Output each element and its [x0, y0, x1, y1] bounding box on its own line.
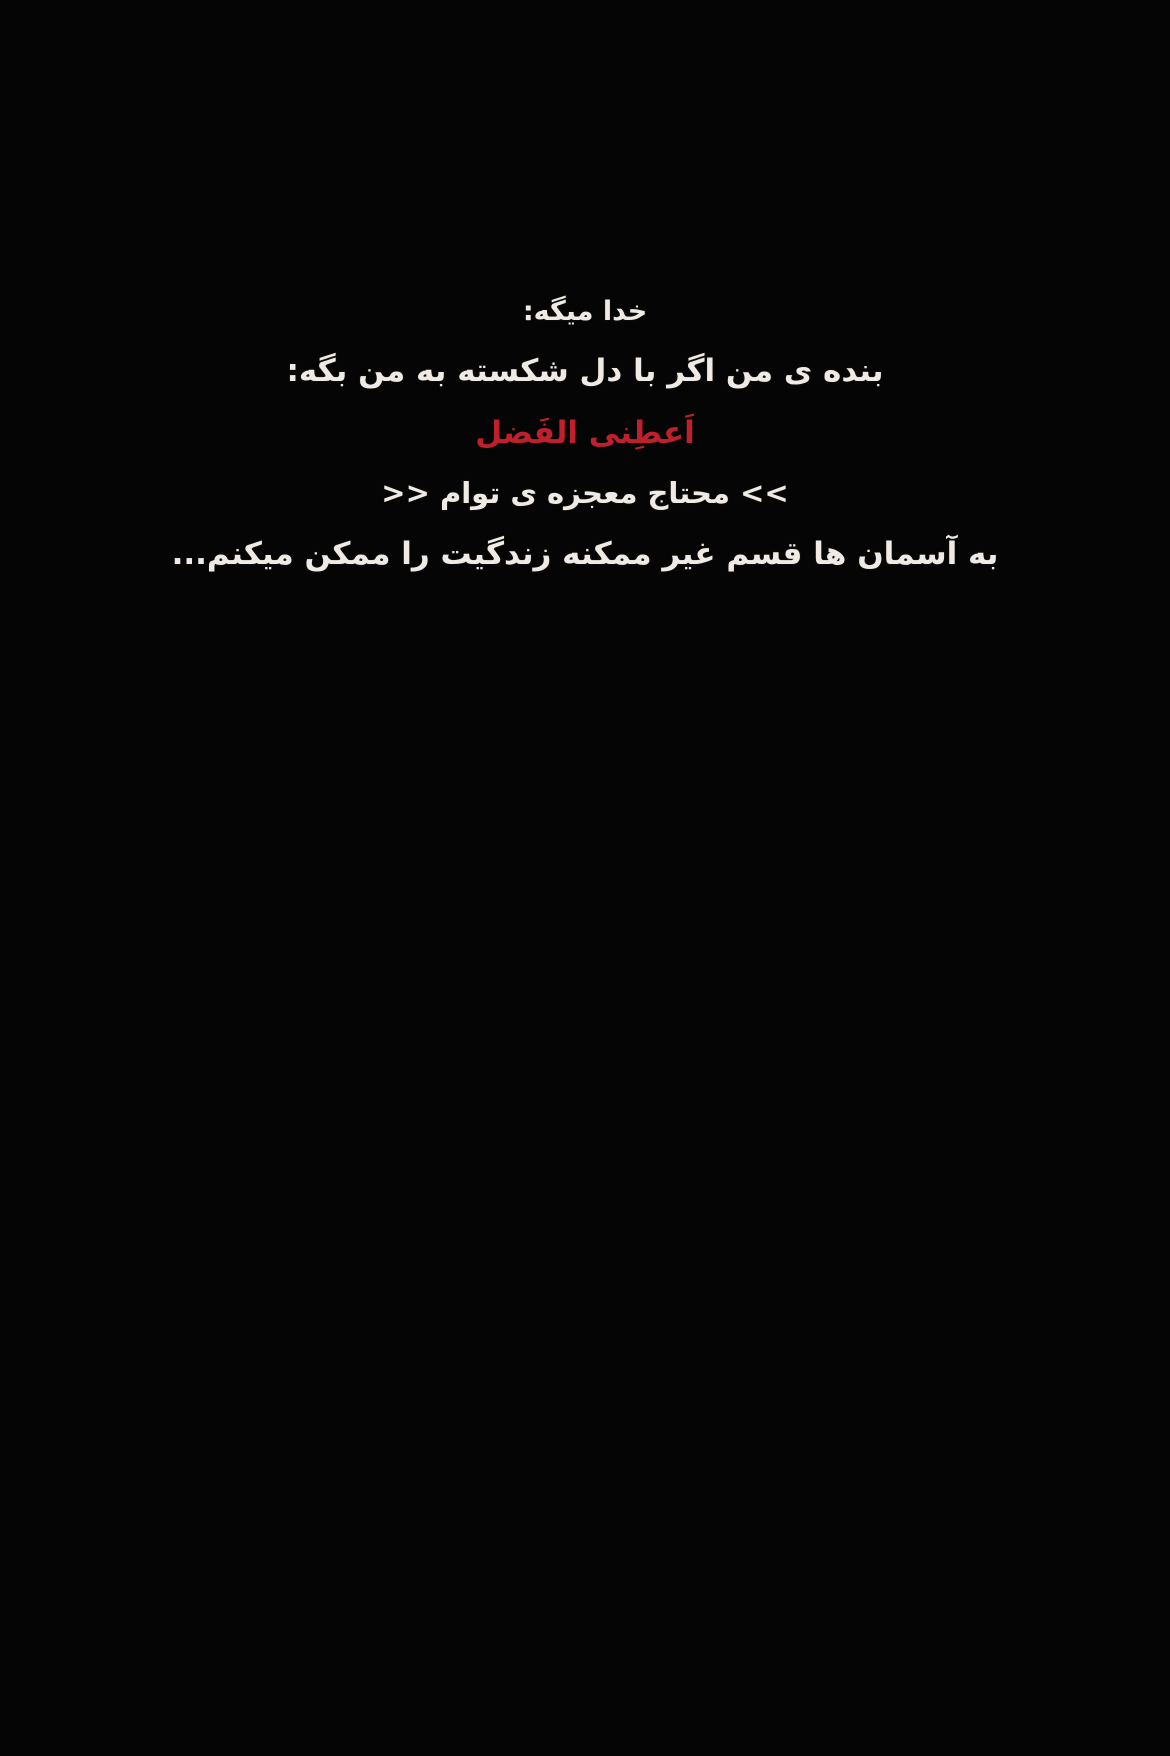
quote-line-5: به آسمان ها قسم غیر ممکنه زندگیت را ممکن میکنم... [171, 536, 999, 573]
quote-line-2: بنده ی من اگر با دل شکسته به من بگه: [286, 352, 884, 389]
quote-line-4: >> محتاج معجزه ی توام << [381, 476, 789, 511]
quote-text-block [0, 290, 1170, 579]
quote-line-1: خدا میگه: [522, 296, 648, 327]
quote-line-arabic-highlight: اَعطِنی الفَضل [475, 414, 695, 451]
